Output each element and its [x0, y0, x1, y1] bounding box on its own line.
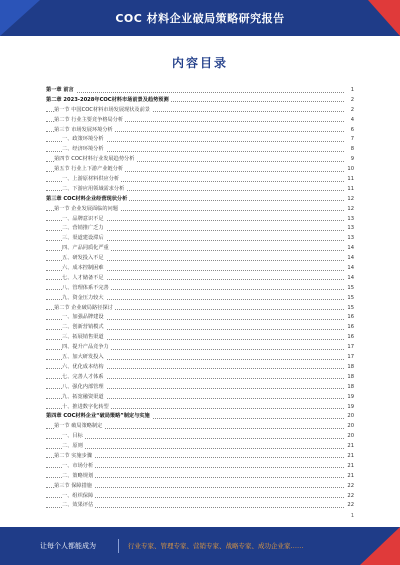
footer-banner: [0, 527, 400, 565]
toc-entry[interactable]: [46, 294, 354, 304]
toc-entry-title: 八、强化内部管理: [62, 383, 106, 393]
toc-entry-title: 第一章 前言: [46, 86, 76, 96]
toc-entry-title: 第二节 行业主要竞争格局分析: [54, 116, 125, 126]
footer-slogan-left: 让每个人都能成为: [40, 542, 96, 550]
toc-entry-page: 8: [344, 145, 354, 155]
toc-entry-page: 20: [344, 432, 354, 442]
toc-entry-title: 五、研发投入不足: [62, 254, 106, 264]
footer-slogan-right: 行业专家、管理专家、营销专家、战略专家、成功企业家……: [128, 542, 304, 550]
toc-entry-title: 二、经济环境分析: [62, 145, 106, 155]
report-header-banner: [0, 0, 400, 36]
toc-entry[interactable]: [46, 403, 354, 413]
toc-entry[interactable]: [46, 383, 354, 393]
toc-entry-page: 18: [344, 363, 354, 373]
toc-entry-page: 13: [344, 234, 354, 244]
toc-entry-title: 四、提升产品竞争力: [62, 343, 111, 353]
toc-leader-dots: [46, 92, 344, 93]
toc-entry-page: 18: [344, 373, 354, 383]
toc-entry[interactable]: [46, 254, 354, 264]
toc-entry[interactable]: [46, 185, 354, 195]
toc-entry-title: 二、原则: [62, 442, 85, 452]
toc-entry[interactable]: [46, 244, 354, 254]
toc-entry-page: 14: [344, 264, 354, 274]
toc-entry[interactable]: [46, 343, 354, 353]
toc-entry-title: 第二章 2023-2028年COC材料市场前景及趋势预测: [46, 96, 171, 106]
toc-entry-title: 第四节 COC材料行业发展趋势分析: [54, 155, 136, 165]
toc-entry-page: 4: [344, 116, 354, 126]
toc-entry-page: 18: [344, 383, 354, 393]
toc-entry[interactable]: [46, 482, 354, 492]
toc-leader-dots: [46, 438, 344, 439]
toc-entry-page: 21: [344, 472, 354, 482]
toc-entry-page: 14: [344, 254, 354, 264]
toc-entry-page: 17: [344, 343, 354, 353]
footer-divider: [118, 539, 119, 553]
toc-entry-page: 11: [344, 185, 354, 195]
toc-entry-title: 一、组织保障: [62, 492, 95, 502]
toc-entry-title: 第五节 行业上下游产业链分析: [54, 165, 125, 175]
toc-entry-title: 三、拓展销售渠道: [62, 333, 106, 343]
toc-entry-title: 第一节 企业发展面临的问题: [54, 205, 120, 215]
toc-entry[interactable]: [46, 492, 354, 502]
toc-entry[interactable]: [46, 462, 354, 472]
toc-entry[interactable]: [46, 96, 354, 106]
toc-entry-title: 九、资金压力较大: [62, 294, 106, 304]
toc-entry[interactable]: [46, 155, 354, 165]
toc-entry-title: 第二节 实施步骤: [54, 452, 94, 462]
toc-entry-page: 9: [344, 155, 354, 165]
toc-entry-page: 14: [344, 244, 354, 254]
toc-entry-page: 22: [344, 492, 354, 502]
toc-entry-page: 21: [344, 442, 354, 452]
toc-entry-title: 一、品牌意识不足: [62, 215, 106, 225]
toc-entry[interactable]: [46, 442, 354, 452]
toc-entry-page: 22: [344, 501, 354, 511]
toc-entry-page: 15: [344, 304, 354, 314]
toc-entry[interactable]: [46, 205, 354, 215]
table-of-contents: [46, 86, 354, 519]
toc-entry[interactable]: [46, 432, 354, 442]
page-number: 1: [350, 513, 354, 520]
toc-entry[interactable]: [46, 501, 354, 511]
toc-entry-page: 10: [344, 165, 354, 175]
toc-entry-page: 2: [344, 106, 354, 116]
toc-entry[interactable]: [46, 373, 354, 383]
toc-entry-page: 6: [344, 126, 354, 136]
toc-entry[interactable]: [46, 234, 354, 244]
toc-entry-title: 五、加大研发投入: [62, 353, 106, 363]
footer-right-accent: [360, 527, 400, 565]
toc-entry[interactable]: [46, 86, 354, 96]
toc-entry-page: 13: [344, 215, 354, 225]
toc-entry-page: 16: [344, 333, 354, 343]
toc-entry-title: 第二节 企业破局路径探讨: [54, 304, 115, 314]
toc-entry-page: 19: [344, 393, 354, 403]
toc-entry[interactable]: [46, 224, 354, 234]
toc-entry-title: 二、创新营销模式: [62, 323, 106, 333]
toc-entry-title: 第一节 中国COC材料市场发展现状及前景: [54, 106, 152, 116]
toc-leader-dots: [46, 448, 344, 449]
toc-entry-title: 三、渠道建设滞后: [62, 234, 106, 244]
toc-entry-title: 第三节 市场发展环境分析: [54, 126, 115, 136]
toc-entry-title: 四、产品同质化严重: [62, 244, 111, 254]
toc-entry-title: 九、拓宽融资渠道: [62, 393, 106, 403]
toc-entry[interactable]: [46, 452, 354, 462]
toc-entry[interactable]: [46, 126, 354, 136]
toc-entry-page: 1: [344, 86, 354, 96]
toc-entry[interactable]: [46, 106, 354, 116]
toc-entry-page: 15: [344, 294, 354, 304]
toc-entry-title: 六、优化成本结构: [62, 363, 106, 373]
toc-entry-title: 八、管理体系不完善: [62, 284, 111, 294]
toc-entry[interactable]: [46, 135, 354, 145]
toc-entry[interactable]: [46, 145, 354, 155]
report-title: COC 材料企业破局策略研究报告: [115, 12, 285, 25]
toc-entry-title: 一、加强品牌建设: [62, 313, 106, 323]
toc-entry-title: 二、营销推广乏力: [62, 224, 106, 234]
toc-entry-title: 十、推进数字化转型: [62, 403, 111, 413]
toc-entry-title: 一、上游原材料供应分析: [62, 175, 121, 185]
toc-entry[interactable]: [46, 284, 354, 294]
toc-entry[interactable]: [46, 195, 354, 205]
toc-entry-title: 二、下游应用领域需求分析: [62, 185, 126, 195]
toc-entry-page: 12: [344, 195, 354, 205]
toc-entry[interactable]: [46, 353, 354, 363]
toc-entry-title: 二、效果评估: [62, 501, 95, 511]
toc-heading: 内容目录: [171, 56, 228, 70]
toc-entry-title: 一、市场分析: [62, 462, 95, 472]
toc-entry[interactable]: [46, 333, 354, 343]
toc-entry-title: 第三章 COC材料企业经营现状分析: [46, 195, 129, 205]
toc-entry[interactable]: [46, 313, 354, 323]
toc-entry[interactable]: [46, 215, 354, 225]
toc-entry-page: 12: [344, 205, 354, 215]
toc-entry-title: 一、政策环境分析: [62, 135, 106, 145]
toc-entry-page: 22: [344, 482, 354, 492]
toc-entry-title: 六、成本控制困难: [62, 264, 106, 274]
toc-entry-title: 七、完善人才体系: [62, 373, 106, 383]
toc-entry-page: 21: [344, 462, 354, 472]
toc-entry[interactable]: [46, 304, 354, 314]
toc-entry[interactable]: [46, 422, 354, 432]
toc-entry[interactable]: [46, 264, 354, 274]
toc-entry-title: 一、目标: [62, 432, 85, 442]
toc-entry-page: 19: [344, 403, 354, 413]
toc-entry[interactable]: [46, 393, 354, 403]
toc-entry-page: 16: [344, 323, 354, 333]
toc-entry-page: 20: [344, 412, 354, 422]
toc-entry[interactable]: [46, 165, 354, 175]
toc-entry-page: 16: [344, 313, 354, 323]
toc-entry[interactable]: [46, 175, 354, 185]
toc-entry-page: 21: [344, 452, 354, 462]
toc-entry-page: 7: [344, 135, 354, 145]
toc-entry-page: 17: [344, 353, 354, 363]
toc-entry-page: 14: [344, 274, 354, 284]
toc-entry[interactable]: [46, 363, 354, 373]
toc-entry[interactable]: [46, 412, 354, 422]
toc-entry-page: 15: [344, 284, 354, 294]
toc-entry[interactable]: [46, 116, 354, 126]
toc-entry[interactable]: [46, 323, 354, 333]
toc-entry[interactable]: [46, 472, 354, 482]
toc-entry-title: 二、策略规划: [62, 472, 95, 482]
toc-entry[interactable]: [46, 274, 354, 284]
toc-entry-title: 第四章 COC材料企业“破局策略”制定与实施: [46, 412, 152, 422]
toc-entry-page: 20: [344, 422, 354, 432]
toc-entry-title: 第三节 保障措施: [54, 482, 94, 492]
toc-entry-page: 11: [344, 175, 354, 185]
toc-entry-title: 第一节 破局策略制定: [54, 422, 104, 432]
toc-entry-page: 13: [344, 224, 354, 234]
toc-entry-title: 七、人才储备不足: [62, 274, 106, 284]
toc-entry-page: 2: [344, 96, 354, 106]
